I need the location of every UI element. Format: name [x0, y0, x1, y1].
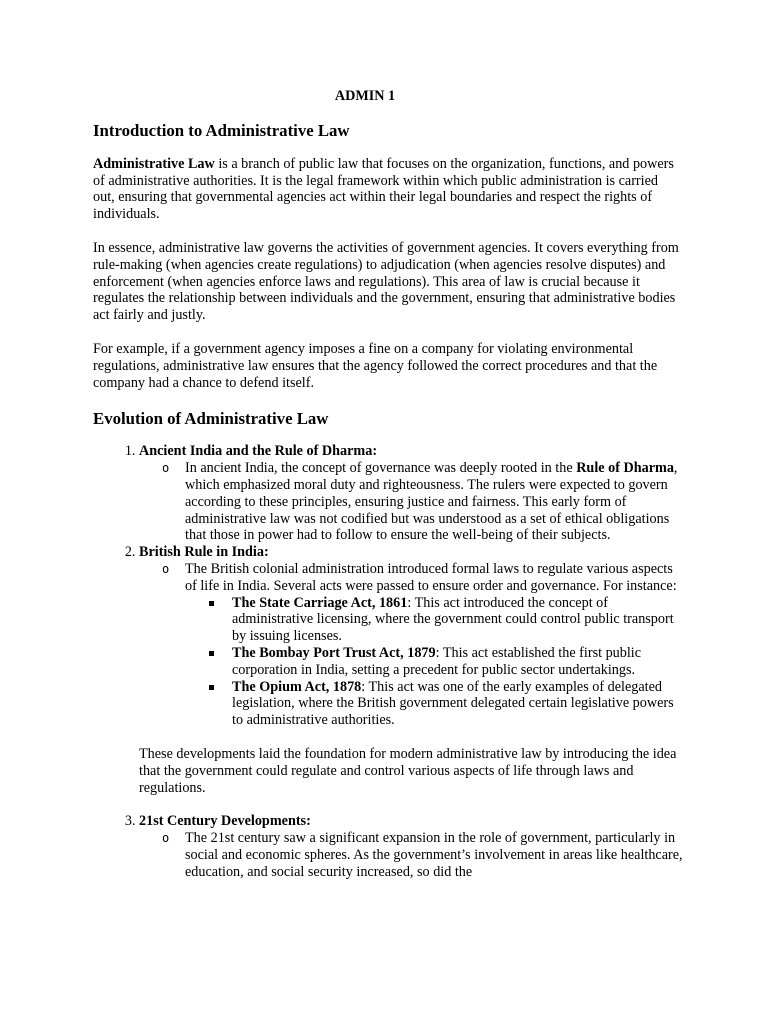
document-body [93, 88, 683, 880]
intro-paragraph-3: For example, if a government agency imposes a fine on a company for violating environmental regulations, administrative law ensures that the agency followed the correct procedures and that the company had a chance to defend itself. [93, 340, 658, 391]
evolution-item-british-rule [139, 544, 683, 796]
sub-list [139, 830, 683, 880]
section-heading-introduction: Introduction to Administrative Law [93, 120, 350, 140]
item-text: The British colonial administration introduced formal laws to regulate various aspects of life in India. Several acts were passed to ensure order and governance. For instance: [185, 560, 677, 594]
document-title: ADMIN 1 [334, 88, 396, 104]
act-description: : This act was one of the early examples of delegated legislation, where the British government delegated certain legislative powers to administrative authorities. [232, 678, 674, 729]
item-text-continued: , which emphasized moral duty and righteousness. The rulers were expected to govern according to these principles, ensuring justice and fairness. This early form of administrative law was not codified but was understood as a set of ethical obligations that those in power had to follow to ensure the well-being of their subjects. [185, 460, 678, 544]
act-name: The Bombay Port Trust Act, 1879 [232, 644, 436, 661]
evolution-item-title: British Rule in India: [139, 544, 269, 561]
sub-list [139, 561, 683, 729]
british-rule-summary: These developments laid the foundation for modern administrative law by introducing the idea that the government could regulate and control various aspects of life through laws and regulations. [139, 745, 677, 796]
section-heading-evolution: Evolution of Administrative Law [93, 409, 329, 429]
evolution-list [93, 443, 683, 880]
sub-list [139, 460, 683, 544]
sub-list-item [185, 561, 683, 729]
intro-paragraph-1-text: is a branch of public law that focuses on the organization, functions, and powers of administrative authorities. It is the legal framework within which public administration is carried out, ensuring that governmental agencies act within their legal boundaries and respect the rights of individuals. [93, 155, 674, 223]
act-name: The State Carriage Act, 1861 [232, 594, 408, 611]
act-item [232, 679, 683, 729]
acts-list [185, 595, 683, 729]
evolution-item-title: Ancient India and the Rule of Dharma: [139, 443, 378, 460]
sub-list-item [185, 460, 683, 544]
act-description: : This act introduced the concept of administrative licensing, where the government could control public transport by issuing licenses. [232, 594, 674, 645]
evolution-item-ancient-india [139, 443, 683, 544]
act-item [232, 595, 683, 645]
term-administrative-law: Administrative Law [93, 155, 215, 172]
intro-paragraph-2: In essence, administrative law governs the activities of government agencies. It covers everything from rule-making (when agencies create regulations) to adjudication (when agencies resolve disputes) and enforcement (when agencies enforce laws and regulations). This area of law is crucial because it regulates the relationship between individuals and the government, ensuring that administrative bodies act fairly and justly. [93, 239, 679, 324]
intro-paragraph-1 [93, 156, 683, 223]
sub-list-item: o The 21st century saw a significant expansion in the role of government, particularly in social and economic spheres. As the government’s involvement in areas like healthcare, education, and social security increased, so did the [185, 830, 683, 880]
item-text: In ancient India, the concept of governance was deeply rooted in the [185, 460, 577, 477]
act-name: The Opium Act, 1878 [232, 678, 362, 695]
act-item [232, 645, 683, 679]
evolution-item-title: 21st Century Developments: [139, 813, 311, 830]
term-rule-of-dharma: Rule of Dharma [576, 460, 674, 477]
evolution-item-21st-century [139, 813, 683, 880]
act-description: : This act established the first public corporation in India, setting a precedent for public sector undertakings. [232, 644, 642, 678]
